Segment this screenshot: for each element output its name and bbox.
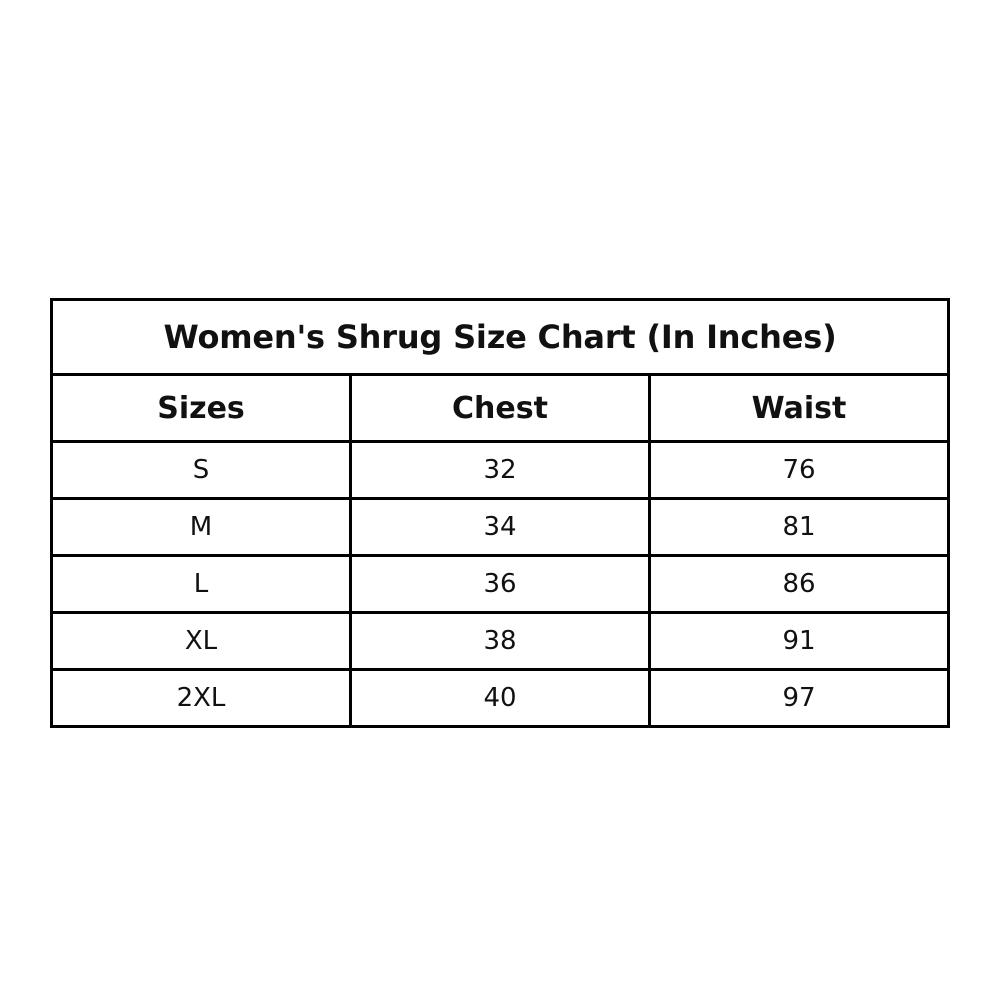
cell-waist: 76 [650,442,949,499]
size-chart-container [50,298,950,728]
column-header-waist: Waist [650,375,949,442]
table-row [52,670,949,727]
table-row [52,613,949,670]
cell-chest: 40 [351,670,650,727]
cell-size: M [52,499,351,556]
column-header-sizes: Sizes [52,375,351,442]
cell-size: XL [52,613,351,670]
table-row [52,442,949,499]
cell-chest: 36 [351,556,650,613]
chart-title: Women's Shrug Size Chart (In Inches) [52,300,949,375]
cell-size: 2XL [52,670,351,727]
size-chart-table [50,298,950,728]
table-row [52,499,949,556]
cell-waist: 81 [650,499,949,556]
cell-waist: 97 [650,670,949,727]
cell-chest: 38 [351,613,650,670]
table-header-row [52,375,949,442]
column-header-chest: Chest [351,375,650,442]
cell-size: S [52,442,351,499]
cell-size: L [52,556,351,613]
cell-waist: 86 [650,556,949,613]
cell-chest: 32 [351,442,650,499]
table-title-row [52,300,949,375]
table-row [52,556,949,613]
cell-chest: 34 [351,499,650,556]
cell-waist: 91 [650,613,949,670]
